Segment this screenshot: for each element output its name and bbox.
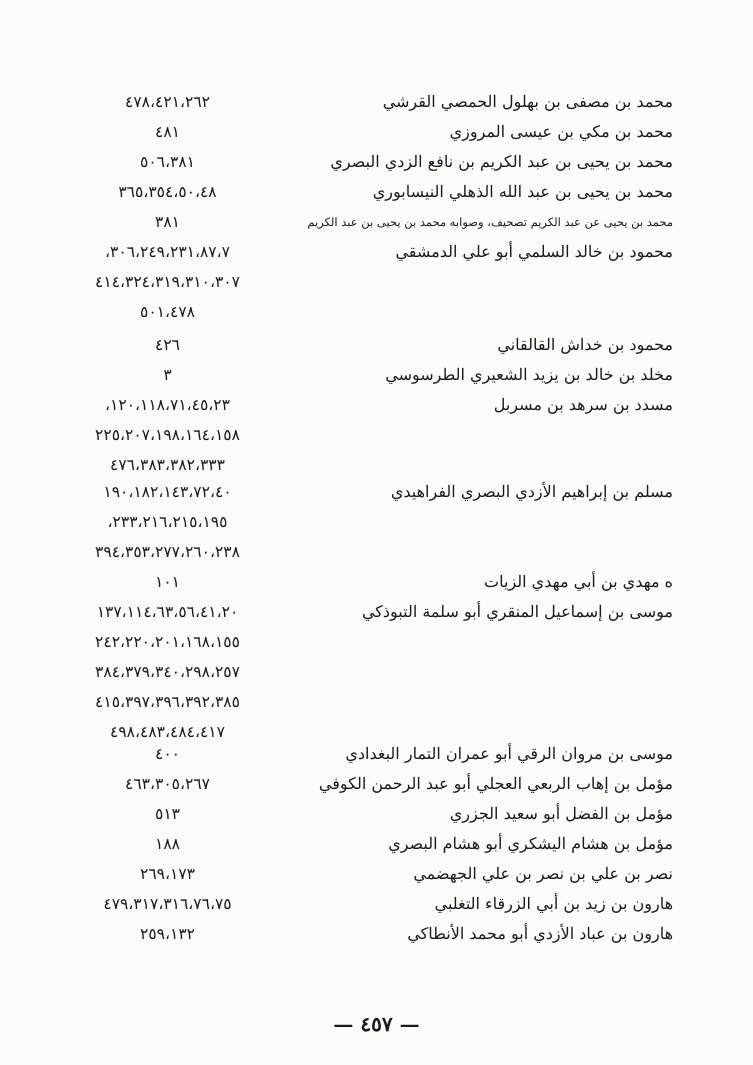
entry-page-numbers: ،١٢٠،١١٨،٧١،٤٥،٢٣ [105,396,230,414]
entry-page-numbers: ٤٧٦،٣٨٣،٣٨٢،٣٣٣ [110,456,225,474]
entry-page-numbers: ٣٦٥،٣٥٤،٥٠،٤٨ [118,183,217,201]
entry-page-numbers: ٥٠٦،٣٨١ [140,153,195,171]
entry-name: محمد بن مكي بن عيسى المروزي [449,122,673,141]
entry-page-numbers: ١٩٠،١٨٢،١٤٣،٧٢،٤٠ [103,483,232,501]
entry-page-numbers: ٤٦٣،٣٠٥،٢٦٧ [125,775,210,793]
entry-page-numbers: ٥١٣ [155,805,180,823]
entry-page-numbers: ،٢٣٣،٢١٦،٢١٥،١٩٥ [107,513,228,531]
entry-name: محمد بن يحيى بن عبد الله الذهلي النيسابوري [372,182,673,201]
entry-page-numbers: ١٠١ [155,573,180,591]
entry-page-numbers: ٤٧٨،٤٢١،٢٦٢ [125,93,210,111]
entry-name: محمد بن يحيى بن عبد الكريم بن نافع الزدي البصري [330,152,673,171]
page-number: — ٤٥٧ — [333,1012,420,1036]
entry-page-numbers: ٣٨١ [155,213,180,231]
entry-page-numbers: ٤١٤،٣٢٤،٣١٩،٣١٠،٣٠٧ [95,273,240,291]
entry-name: محمود بن خالد السلمي أبو علي الدمشقي [395,242,673,261]
entry-page-numbers: ٤٠٠ [155,745,180,763]
entry-name: نصر بن علي بن نصر بن علي الجهضمي [413,864,673,883]
entry-page-numbers: ٢٤٢،٢٢٠،٢٠١،١٦٨،١٥٥ [95,633,240,651]
entry-page-numbers: ٤١٥،٣٩٧،٣٩٦،٣٩٢،٣٨٥ [95,693,240,711]
entry-name: مؤمل بن الفضل أبو سعيد الجزري [449,804,673,823]
entry-page-numbers: ٣٩٤،٣٥٣،٢٧٧،٢٦٠،٢٣٨ [95,543,240,561]
entry-page-numbers: ١٣٧،١١٤،٦٣،٥٦،٤١،٢٠ [96,603,239,621]
entry-name: مسلم بن إبراهيم الأزدي البصري الفراهيدي [390,482,673,501]
entry-name: محمود بن خداش القالقاني [497,335,673,354]
entry-page-numbers: ٤٨١ [155,123,180,141]
entry-page-numbers: ٤٩٨،٤٨٣،٤٨٤،٤١٧ [110,723,225,741]
entry-page-numbers: ٤٧٩،٣١٧،٣١٦،٧٦،٧٥ [103,895,232,913]
entry-page-numbers: ١٨٨ [155,835,180,853]
entry-name: محمد بن مصفى بن بهلول الحمصي القرشي [382,92,673,111]
entry-page-numbers: ٢٦٩،١٧٣ [140,865,195,883]
entry-name: هارون بن زيد بن أبي الزرقاء التغلبي [434,894,673,913]
entry-name: مؤمل بن هشام اليشكري أبو هشام البصري [388,834,673,853]
entry-page-numbers: ٤٢٦ [155,336,180,354]
entry-name: موسى بن إسماعيل المنقري أبو سلمة التبوذكي [361,602,673,621]
entry-page-numbers: ٣٨٤،٣٧٩،٣٤٠،٢٩٨،٢٥٧ [95,663,240,681]
entry-page-numbers: ٢٥٩،١٣٢ [140,925,195,943]
entry-page-numbers: ٣ [163,366,172,384]
entry-name: مؤمل بن إهاب الربعي العجلي أبو عبد الرحمن الكوفي [318,774,673,793]
entry-name: موسى بن مروان الرقي أبو عمران التمار البغدادي [345,744,673,763]
entry-name: ه مهدي بن أبي مهدي الزيات [484,572,673,591]
entry-name: مخلد بن خالد بن يزيد الشعيري الطرسوسي [385,365,673,384]
entry-page-numbers: ٥٠١،٤٧٨ [140,303,195,321]
entry-name: مسدد بن سرهد بن مسربل [493,395,673,414]
entry-name: هارون بن عباد الأزدي أبو محمد الأنطاكي [407,924,673,943]
entry-page-numbers: ،٣٠٦،٢٤٩،٢٣١،٨٧،٧ [105,243,230,261]
entry-name: محمد بن يحيى عن عبد الكريم تصحيف، وصوابه محمد بن يحيى بن عبد الكريم [307,215,673,229]
entry-page-numbers: ٢٢٥،٢٠٧،١٩٨،١٦٤،١٥٨ [95,426,240,444]
